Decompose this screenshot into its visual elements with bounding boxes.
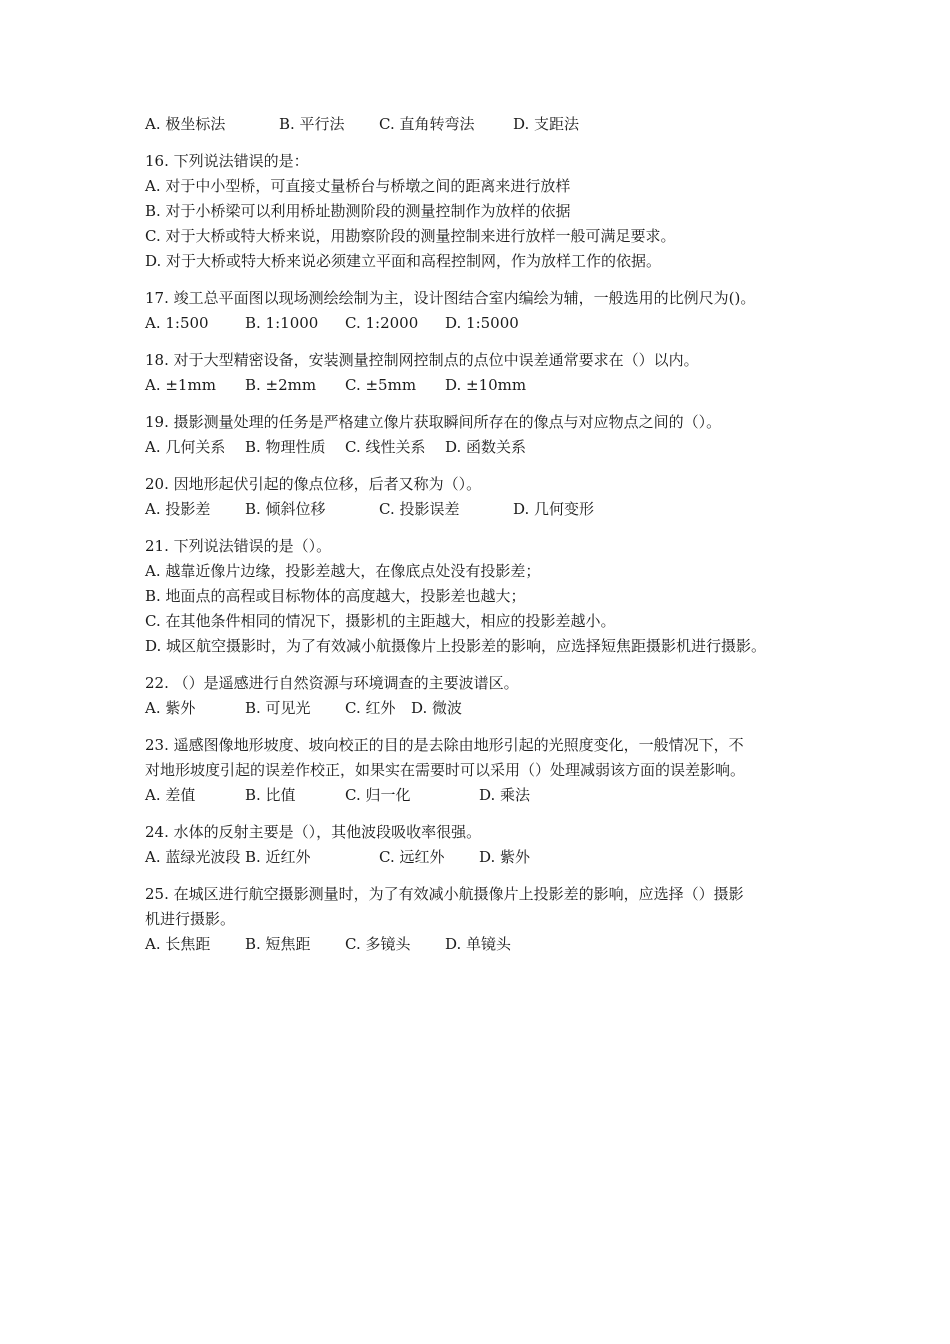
option: B. 地面点的高程或目标物体的高度越大，投影差也越大； xyxy=(145,587,526,605)
option: A. 紫外 xyxy=(145,699,196,717)
option: D. 支距法 xyxy=(513,115,580,133)
option: A. 越靠近像片边缘，投影差越大，在像底点处没有投影差； xyxy=(145,562,541,580)
option: C. 多镜头 xyxy=(345,935,411,953)
option: D. 紫外 xyxy=(479,848,531,866)
document-page xyxy=(145,112,815,957)
option: B. 平行法 xyxy=(279,115,345,133)
option: A. 几何关系 xyxy=(145,438,226,456)
q22-options xyxy=(145,696,815,721)
option: A. 1:500 xyxy=(145,314,209,332)
option: A. 极坐标法 xyxy=(145,115,226,133)
q23-options xyxy=(145,783,815,808)
option: B. 倾斜位移 xyxy=(245,500,326,518)
option: D. 城区航空摄影时，为了有效减小航摄像片上投影差的影响，应选择短焦距摄影机进行摄影。 xyxy=(145,637,767,655)
question-stem: 20. 因地形起伏引起的像点位移，后者又称为（）。 xyxy=(145,475,482,493)
option: D. 函数关系 xyxy=(445,438,527,456)
option: D. 对于大桥或特大桥来说必须建立平面和高程控制网，作为放样工作的依据。 xyxy=(145,252,662,270)
option: A. ±1mm xyxy=(145,376,216,394)
option: B. ±2mm xyxy=(245,376,317,394)
option: A. 长焦距 xyxy=(145,935,211,953)
option: B. 比值 xyxy=(245,786,296,804)
option: D. 单镜头 xyxy=(445,935,512,953)
option: D. 几何变形 xyxy=(513,500,595,518)
question-stem: 24. 水体的反射主要是（），其他波段吸收率很强。 xyxy=(145,823,482,841)
question-stem: 16. 下列说法错误的是： xyxy=(145,152,309,170)
question-stem: 17. 竣工总平面图以现场测绘绘制为主，设计图结合室内编绘为辅，一般选用的比例尺为()。 xyxy=(145,289,756,307)
option: C. 远红外 xyxy=(379,848,445,866)
option: B. 物理性质 xyxy=(245,438,326,456)
option: C. 归一化 xyxy=(345,786,411,804)
q24-options xyxy=(145,845,815,870)
option: C. 红外 xyxy=(345,699,396,717)
question-stem: 22. （）是遥感进行自然资源与环境调查的主要波谱区。 xyxy=(145,674,519,692)
option: D. 微波 xyxy=(411,699,463,717)
option: B. 近红外 xyxy=(245,848,311,866)
option: D. ±10mm xyxy=(445,376,527,394)
question-stem: 23. 遥感图像地形坡度、坡向校正的目的是去除由地形引起的光照度变化，一般情况下，不 xyxy=(145,736,744,754)
option: A. 对于中小型桥，可直接丈量桥台与桥墩之间的距离来进行放样 xyxy=(145,177,571,195)
question-stem: 18. 对于大型精密设备，安装测量控制网控制点的点位中误差通常要求在（）以内。 xyxy=(145,351,699,369)
question-stem: 21. 下列说法错误的是（）。 xyxy=(145,537,332,555)
option: D. 乘法 xyxy=(479,786,531,804)
option: B. 可见光 xyxy=(245,699,311,717)
q19-options xyxy=(145,435,815,460)
question-stem-continued: 机进行摄影。 xyxy=(145,910,236,928)
option: B. 1:1000 xyxy=(245,314,319,332)
option: A. 差值 xyxy=(145,786,196,804)
option: C. 在其他条件相同的情况下，摄影机的主距越大，相应的投影差越小。 xyxy=(145,612,616,630)
q15-options xyxy=(145,112,815,137)
option: C. 1:2000 xyxy=(345,314,419,332)
question-stem: 19. 摄影测量处理的任务是严格建立像片获取瞬间所存在的像点与对应物点之间的（）。 xyxy=(145,413,722,431)
option: B. 短焦距 xyxy=(245,935,311,953)
q18-options xyxy=(145,373,815,398)
option: D. 1:5000 xyxy=(445,314,519,332)
question-stem-continued: 对地形坡度引起的误差作校正，如果实在需要时可以采用（）处理减弱该方面的误差影响。 xyxy=(145,761,746,779)
q25-options xyxy=(145,932,815,957)
option: C. 投影误差 xyxy=(379,500,460,518)
option: B. 对于小桥梁可以利用桥址勘测阶段的测量控制作为放样的依据 xyxy=(145,202,571,220)
question-stem: 25. 在城区进行航空摄影测量时，为了有效减小航摄像片上投影差的影响，应选择（）摄影 xyxy=(145,885,744,903)
q17-options xyxy=(145,311,815,336)
option: A. 投影差 xyxy=(145,500,211,518)
option: C. 对于大桥或特大桥来说，用勘察阶段的测量控制来进行放样一般可满足要求。 xyxy=(145,227,676,245)
option: A. 蓝绿光波段 xyxy=(145,848,241,866)
option: C. 直角转弯法 xyxy=(379,115,475,133)
option: C. ±5mm xyxy=(345,376,417,394)
q20-options xyxy=(145,497,815,522)
option: C. 线性关系 xyxy=(345,438,426,456)
